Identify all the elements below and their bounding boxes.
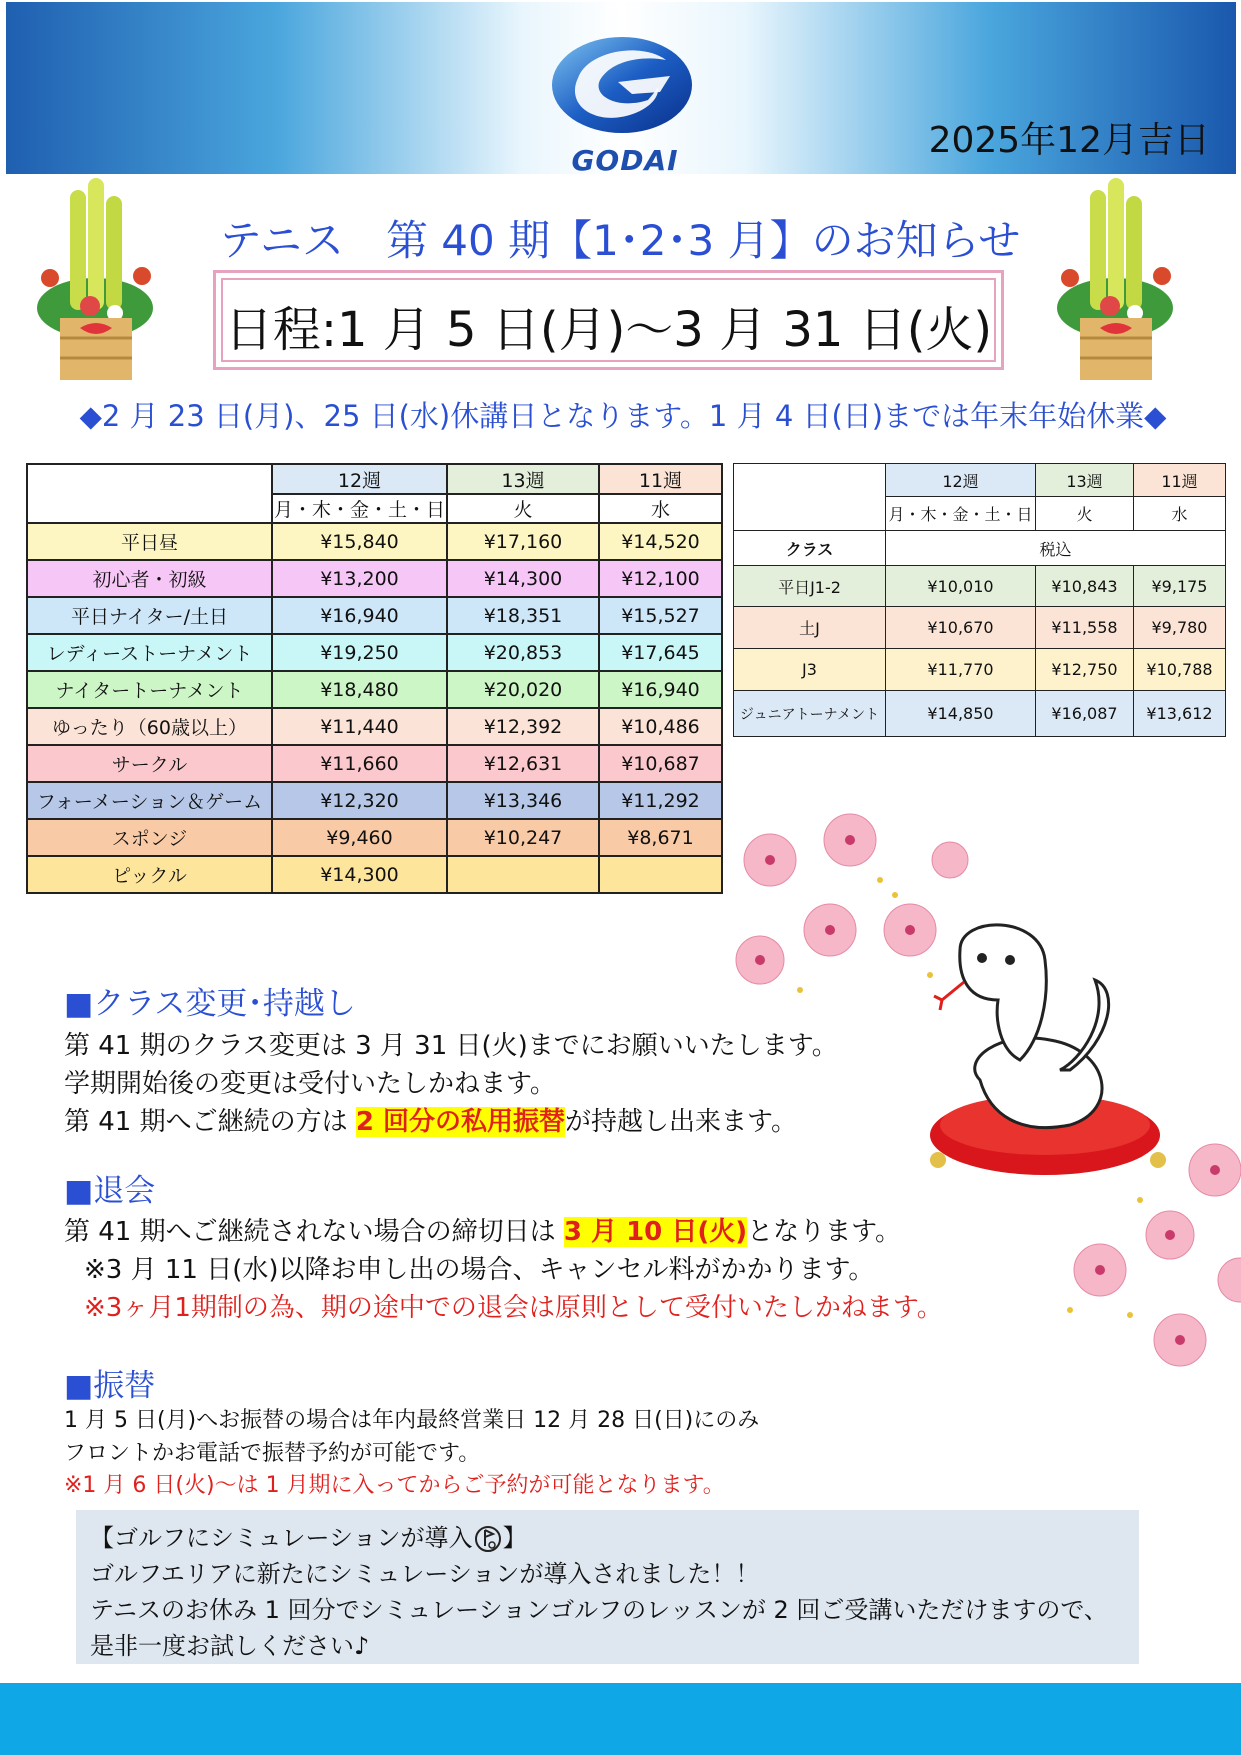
week-header: 13週 <box>1036 464 1134 497</box>
price-cell: ¥14,300 <box>272 856 447 893</box>
price-cell: ¥16,940 <box>599 671 722 708</box>
class-name-cell: フォーメーション＆ゲーム <box>27 782 272 819</box>
price-cell: ¥13,612 <box>1134 691 1226 737</box>
price-cell <box>447 856 599 893</box>
deadline-text: 第 41 期へご継続されない場合の締切日は <box>64 1217 564 1247</box>
transfer-line: 1 月 5 日(月)へお振替の場合は年内最終営業日 12 月 28 日(日)にのみ <box>64 1408 760 1433</box>
price-cell: ¥11,440 <box>272 708 447 745</box>
deadline-highlight: 3 月 10 日(火) <box>563 1217 748 1247</box>
price-cell: ¥17,645 <box>599 634 722 671</box>
schedule-text: 日程:1 月 5 日(月)～3 月 31 日(火) <box>224 302 993 358</box>
price-cell: ¥18,351 <box>447 597 599 634</box>
tax-label: 税込 <box>886 531 1226 566</box>
class-name-cell: ピックル <box>27 856 272 893</box>
table-row <box>734 566 1226 607</box>
day-header: 月・木・金・土・日 <box>886 497 1036 531</box>
table-row <box>734 649 1226 691</box>
golf-icon <box>473 1524 503 1554</box>
class-name-cell: サークル <box>27 745 272 782</box>
week-header: 11週 <box>1134 464 1226 497</box>
price-cell: ¥10,843 <box>1036 566 1134 607</box>
price-cell: ¥8,671 <box>599 819 722 856</box>
week-header: 12週 <box>272 464 447 494</box>
schedule-box <box>213 270 1004 370</box>
golf-line: テニスのお休み 1 回分でシミュレーションゴルフのレッスンが 2 回ご受講いただけますので、 <box>90 1596 1108 1624</box>
class-name-cell: 平日ナイター/土日 <box>27 597 272 634</box>
class-name-cell: レディーストーナメント <box>27 634 272 671</box>
price-cell: ¥10,247 <box>447 819 599 856</box>
price-cell: ¥10,788 <box>1134 649 1226 691</box>
week-header: 13週 <box>447 464 599 494</box>
table-row <box>27 523 722 560</box>
week-header: 12週 <box>886 464 1036 497</box>
class-label: クラス <box>734 531 886 566</box>
table-row <box>27 597 722 634</box>
price-cell: ¥9,175 <box>1134 566 1226 607</box>
class-change-line <box>64 1101 797 1138</box>
class-name-cell: 初心者・初級 <box>27 560 272 597</box>
logo-text: GODAI <box>571 144 679 177</box>
price-cell: ¥18,480 <box>272 671 447 708</box>
class-name-cell: スポンジ <box>27 819 272 856</box>
price-table <box>26 463 723 894</box>
golf-line: ゴルフエリアに新たにシミュレーションが導入されました！！ <box>90 1560 760 1588</box>
day-header: 水 <box>599 494 722 523</box>
price-cell: ¥15,840 <box>272 523 447 560</box>
kadomatsu-icon <box>30 178 160 383</box>
price-cell: ¥13,346 <box>447 782 599 819</box>
class-name-cell: ゆったり（60歳以上） <box>27 708 272 745</box>
price-cell: ¥14,300 <box>447 560 599 597</box>
price-cell <box>599 856 722 893</box>
class-name-cell: 平日J1-2 <box>734 566 886 607</box>
class-name-cell: ナイタートーナメント <box>27 671 272 708</box>
table-corner <box>734 464 886 531</box>
table-row <box>27 819 722 856</box>
price-cell: ¥10,687 <box>599 745 722 782</box>
footer-bar <box>0 1683 1241 1755</box>
day-header: 月・木・金・土・日 <box>272 494 447 523</box>
carryover-text: 第 41 期へご継続の方は <box>64 1107 356 1137</box>
transfer-heading: ■振替 <box>64 1368 156 1404</box>
withdrawal-line: ※3 月 11 日(水)以降お申し出の場合、キャンセル料がかかります。 <box>84 1255 875 1285</box>
transfer-warning: ※1 月 6 日(火)～は 1 月期に入ってからご予約が可能となります。 <box>64 1473 725 1498</box>
table-row <box>27 560 722 597</box>
price-cell: ¥20,020 <box>447 671 599 708</box>
price-cell: ¥10,010 <box>886 566 1036 607</box>
price-cell: ¥9,460 <box>272 819 447 856</box>
table-corner <box>27 464 272 523</box>
transfer-line: フロントかお電話で振替予約が可能です。 <box>64 1441 481 1466</box>
class-name-cell: 平日昼 <box>27 523 272 560</box>
plum-blossom-icon <box>1040 1140 1241 1370</box>
class-name-cell: J3 <box>734 649 886 691</box>
price-cell: ¥12,320 <box>272 782 447 819</box>
table-row <box>27 671 722 708</box>
price-cell: ¥9,780 <box>1134 607 1226 649</box>
price-cell: ¥12,100 <box>599 560 722 597</box>
price-cell: ¥12,631 <box>447 745 599 782</box>
price-cell: ¥17,160 <box>447 523 599 560</box>
table-row <box>734 607 1226 649</box>
table-row <box>27 782 722 819</box>
class-name-cell: ジュニアトーナメント <box>734 691 886 737</box>
holiday-notice: ◆2 月 23 日(月)、25 日(水)休講日となります。1 月 4 日(日)までは年末年始休業◆ <box>79 399 1167 433</box>
price-cell: ¥11,292 <box>599 782 722 819</box>
price-cell: ¥12,392 <box>447 708 599 745</box>
day-header: 火 <box>447 494 599 523</box>
day-header: 火 <box>1036 497 1134 531</box>
class-change-heading: ■クラス変更･持越し <box>64 986 356 1022</box>
deadline-text: となります。 <box>747 1217 902 1247</box>
price-cell: ¥11,660 <box>272 745 447 782</box>
page-title: テニス 第 40 期【1･2･3 月】のお知らせ <box>219 216 1021 265</box>
table-row <box>27 745 722 782</box>
carryover-highlight: 2 回分の私用振替 <box>355 1107 566 1137</box>
price-cell: ¥11,770 <box>886 649 1036 691</box>
issue-date: 2025年12月吉日 <box>928 120 1210 161</box>
table-row <box>27 634 722 671</box>
golf-notice-box <box>76 1510 1139 1664</box>
junior-price-table <box>733 463 1226 737</box>
table-row <box>27 708 722 745</box>
price-cell: ¥12,750 <box>1036 649 1134 691</box>
price-cell: ¥10,670 <box>886 607 1036 649</box>
table-row <box>27 856 722 893</box>
class-change-line: 学期開始後の変更は受付いたしかねます。 <box>64 1069 556 1099</box>
withdrawal-line <box>64 1211 901 1248</box>
day-header: 水 <box>1134 497 1226 531</box>
price-cell: ¥16,087 <box>1036 691 1134 737</box>
golf-line: 是非一度お試しください♪ <box>90 1632 370 1660</box>
price-cell: ¥20,853 <box>447 634 599 671</box>
class-change-line: 第 41 期のクラス変更は 3 月 31 日(火)までにお願いいたします。 <box>64 1031 838 1061</box>
price-cell: ¥11,558 <box>1036 607 1134 649</box>
price-cell: ¥14,520 <box>599 523 722 560</box>
carryover-text: が持越し出来ます。 <box>565 1107 797 1137</box>
price-cell: ¥16,940 <box>272 597 447 634</box>
withdrawal-warning: ※3ヶ月1期制の為、期の途中での退会は原則として受付いたしかねます。 <box>84 1293 943 1323</box>
price-cell: ¥10,486 <box>599 708 722 745</box>
price-cell: ¥19,250 <box>272 634 447 671</box>
golf-title: 【ゴルフにシミュレーションが導入 】 <box>90 1524 527 1552</box>
withdrawal-heading: ■退会 <box>64 1173 156 1209</box>
price-cell: ¥13,200 <box>272 560 447 597</box>
week-header: 11週 <box>599 464 722 494</box>
table-row <box>734 691 1226 737</box>
price-cell: ¥14,850 <box>886 691 1036 737</box>
class-name-cell: 土J <box>734 607 886 649</box>
godai-logo-icon <box>548 30 696 140</box>
price-cell: ¥15,527 <box>599 597 722 634</box>
